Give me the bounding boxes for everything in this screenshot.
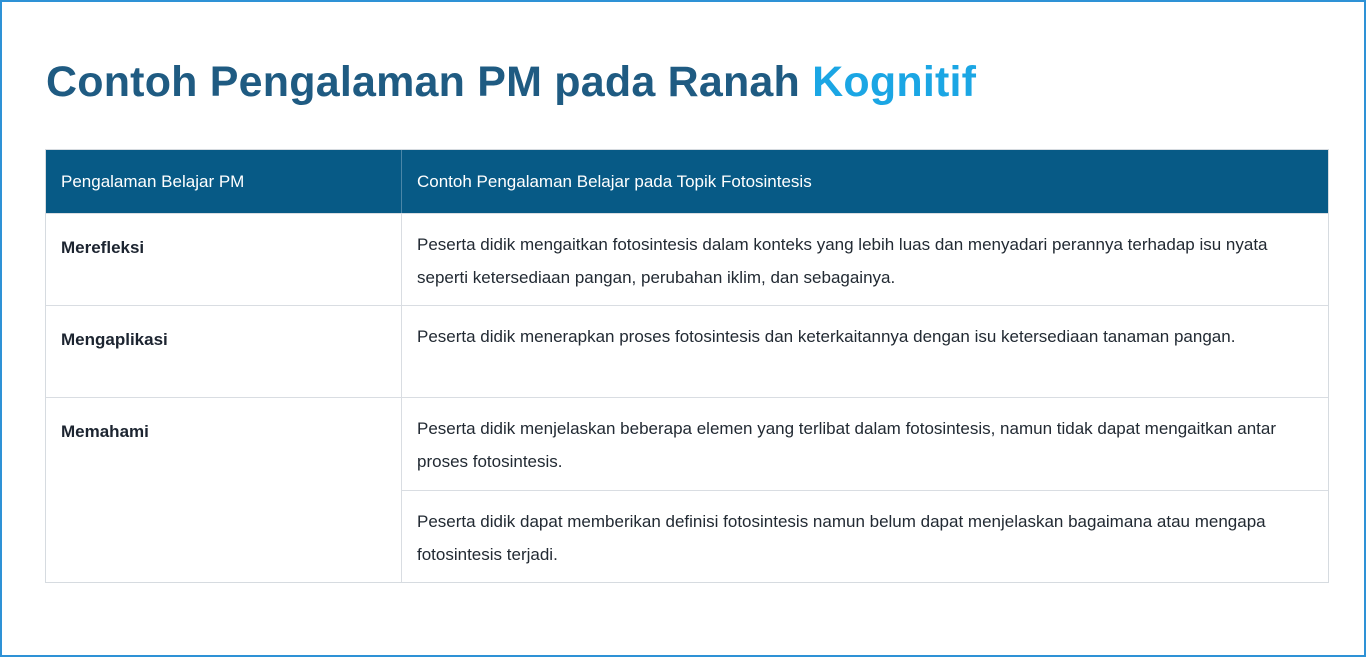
row-label-mengaplikasi: Mengaplikasi: [46, 306, 402, 397]
header-cell-example: Contoh Pengalaman Belajar pada Topik Fotosintesis: [417, 171, 812, 191]
row-examples-stack: [402, 398, 1328, 582]
page-title: [46, 54, 976, 110]
row-example: Peserta didik menerapkan proses fotosintesis dan keterkaitannya dengan isu ketersediaan tanaman pangan.: [417, 327, 1236, 346]
row-label-merefleksi: Merefleksi: [46, 214, 402, 305]
table-row: [46, 305, 1328, 397]
row-example: Peserta didik mengaitkan fotosintesis dalam konteks yang lebih luas dan menyadari perannya terhadap isu nyata seperti ketersediaan pangan, perubahan iklim, dan sebagainya.: [417, 235, 1268, 287]
title-accent: Kognitif: [812, 58, 977, 106]
learning-experience-table: [45, 149, 1329, 583]
table-header-row: [46, 150, 1328, 213]
row-example: Peserta didik menjelaskan beberapa elemen yang terlibat dalam fotosintesis, namun tidak dapat mengaitkan antar proses fotosintesis.: [417, 419, 1277, 471]
header-cell-experience: Pengalaman Belajar PM: [46, 150, 402, 213]
row-example: Peserta didik dapat memberikan definisi fotosintesis namun belum dapat menjelaskan bagaimana atau mengapa fotosintesis terjadi.: [402, 490, 1328, 582]
table-row: [46, 397, 1328, 582]
title-main: Contoh Pengalaman PM pada Ranah: [46, 58, 813, 106]
table-row: [46, 213, 1328, 305]
row-label-memahami: Memahami: [46, 398, 402, 582]
